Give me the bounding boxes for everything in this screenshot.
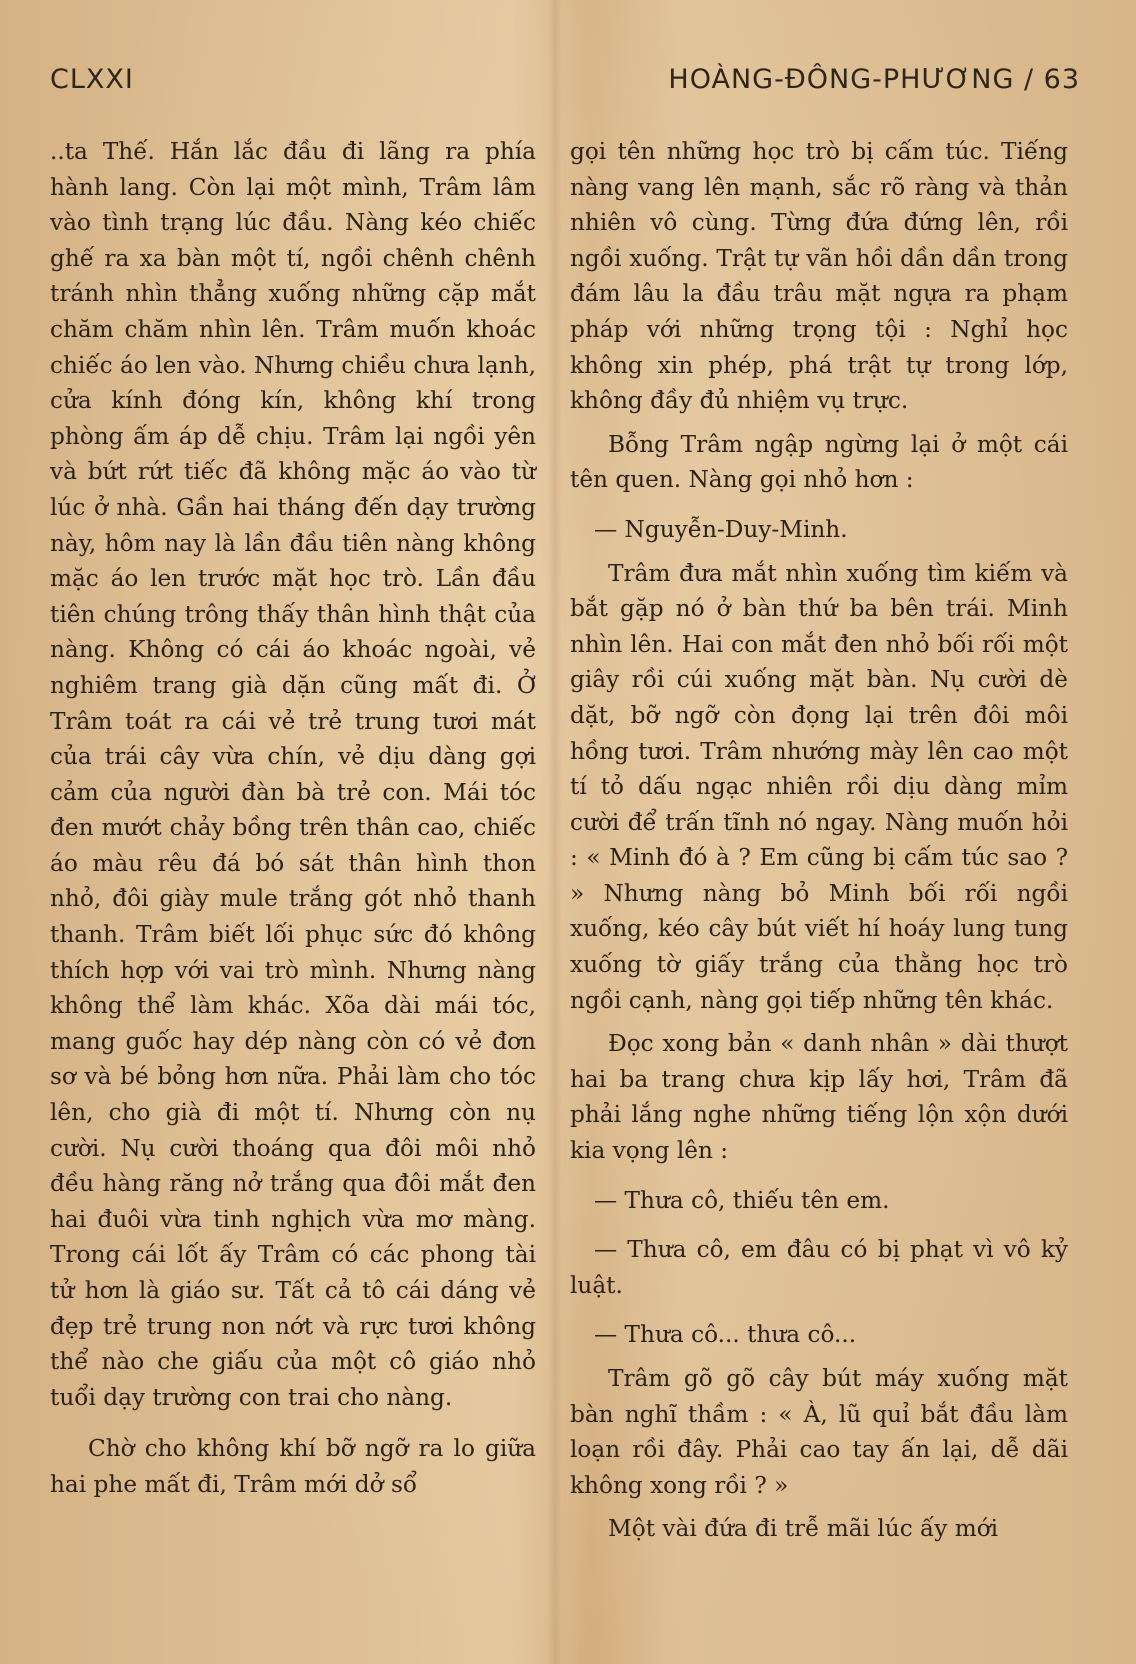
left-text-column <box>50 134 536 1503</box>
paragraph: ..ta Thế. Hắn lắc đầu đi lãng ra phía hành lang. Còn lại một mình, Trâm lâm vào tình trạng lúc đầu. Nàng kéo chiếc ghế ra xa bàn một tí, ngồi chênh chênh tránh nhìn thẳng xuống những cặp mắt chăm chăm nhìn lên. Trâm muốn khoác chiếc áo len vào. Nhưng chiều chưa lạnh, cửa kính đóng kín, không khí trong phòng ấm áp dễ chịu. Trâm lại ngồi yên và bứt rứt tiếc đã không mặc áo vào từ lúc ở nhà. Gần hai tháng đến dạy trường này, hôm nay là lần đầu tiên nàng không mặc áo len trước mặt học trò. Lần đầu tiên chúng trông thấy thân hình thật của nàng. Không có cái áo khoác ngoài, vẻ nghiêm trang già dặn cũng mất đi. Ở Trâm toát ra cái vẻ trẻ trung tươi mát của trái cây vừa chín, vẻ dịu dàng gợi cảm của người đàn bà trẻ con. Mái tóc đen mướt chảy bồng trên thân cao, chiếc áo màu rêu đá bó sát thân hình thon nhỏ, đôi giày mule trắng gót nhỏ thanh thanh. Trâm biết lối phục sức đó không thích hợp với vai trò mình. Nhưng nàng không thể làm khác. Xõa dài mái tóc, mang guốc hay dép nàng còn có vẻ đơn sơ và bé bỏng hơn nữa. Phải làm cho tóc lên, cho già đi một tí. Nhưng còn nụ cười. Nụ cười thoáng qua đôi môi nhỏ đều hàng răng nở trắng qua đôi mắt đen hai đuôi vừa tinh nghịch vừa mơ màng. Trong cái lốt ấy Trâm có các phong tài tử hơn là giáo sư. Tất cả tô cái dáng vẻ đẹp trẻ trung non nớt và rực tươi không thể nào che giấu của một cô giáo nhỏ tuổi dạy trường con trai cho nàng. <box>50 138 536 1411</box>
dialogue-line: — Thưa cô... thưa cô... <box>594 1321 857 1349</box>
paragraph: Một vài đứa đi trễ mãi lúc ấy mới <box>608 1515 999 1543</box>
dialogue-line: — Nguyễn-Duy-Minh. <box>594 515 848 543</box>
running-head-author-page: HOÀNG-ĐÔNG-PHƯƠNG / 63 <box>668 64 1080 95</box>
dialogue-line: — Thưa cô, thiếu tên em. <box>594 1186 890 1214</box>
paragraph: Chờ cho không khí bỡ ngỡ ra lo giữa hai phe mất đi, Trâm mới dở sổ <box>50 1435 536 1498</box>
right-text-column <box>570 134 1068 1547</box>
folio-number: CLXXI <box>50 64 134 95</box>
paragraph: Trâm gõ gõ cây bút máy xuống mặt bàn nghĩ thầm : « À, lũ quỉ bắt đầu làm loạn rồi đây. Phải cao tay ấn lại, dễ dãi không xong rồi ? » <box>570 1365 1068 1499</box>
dialogue-line: — Thưa cô, em đâu có bị phạt vì vô kỷ luật. <box>570 1236 1068 1299</box>
paragraph: Trâm đưa mắt nhìn xuống tìm kiếm và bắt gặp nó ở bàn thứ ba bên trái. Minh nhìn lên. Hai con mắt đen nhỏ bối rối một giây rồi cúi xuống mặt bàn. Nụ cười dè dặt, bỡ ngỡ còn đọng lại trên đôi môi hồng tươi. Trâm nhướng mày lên cao một tí tỏ dấu ngạc nhiên rồi dịu dàng mỉm cười để trấn tĩnh nó ngay. Nàng muốn hỏi : « Minh đó à ? Em cũng bị cấm túc sao ? » Nhưng nàng bỏ Minh bối rối ngồi xuống, kéo cây bút viết hí hoáy lung tung xuống tờ giấy trắng của thằng học trò ngồi cạnh, nàng gọi tiếp những tên khác. <box>570 559 1068 1014</box>
page-gutter-shadow <box>548 0 562 1664</box>
page-header <box>50 64 1086 104</box>
paragraph: Đọc xong bản « danh nhân » dài thượt hai ba trang chưa kịp lấy hơi, Trâm đã phải lắng nghe những tiếng lộn xộn dưới kia vọng lên : <box>570 1030 1068 1165</box>
paragraph: gọi tên những học trò bị cấm túc. Tiếng nàng vang lên mạnh, sắc rõ ràng và thản nhiên vô cùng. Từng đứa đứng lên, rồi ngồi xuống. Trật tự vãn hồi dần dần trong đám lâu la đầu trâu mặt ngựa ra phạm pháp với những trọng tội : Nghỉ học không xin phép, phá trật tự trong lớp, không đầy đủ nhiệm vụ trực. <box>570 138 1068 415</box>
paragraph: Bỗng Trâm ngập ngừng lại ở một cái tên quen. Nàng gọi nhỏ hơn : <box>570 430 1068 494</box>
